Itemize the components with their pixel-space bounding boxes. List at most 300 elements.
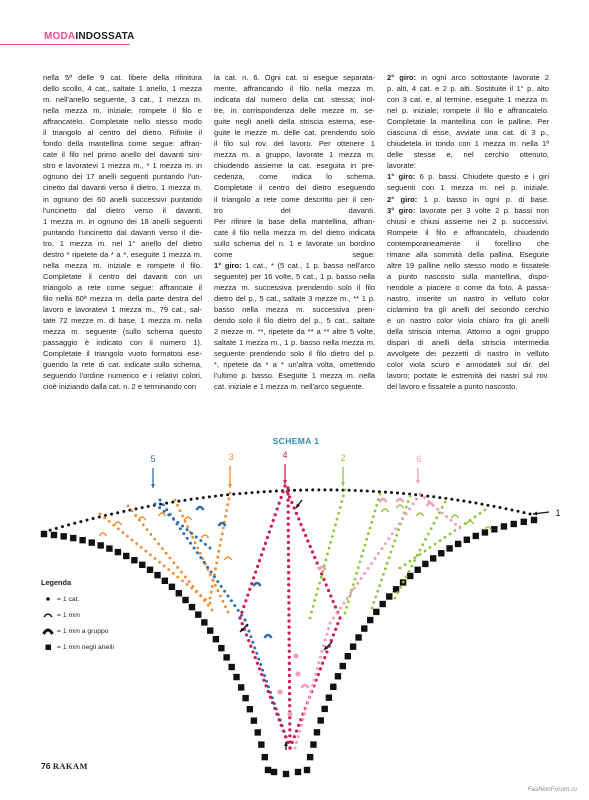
chain-dot: [293, 489, 296, 492]
chain-dot: [288, 698, 291, 701]
chain-dot: [516, 510, 519, 513]
chain-dot: [290, 501, 293, 504]
text-line: m. nell'anello seguente, 3 cat., 1 mezza m.: [43, 95, 202, 105]
chain-dot: [287, 523, 290, 526]
text-line: dendo solo il filo dietro del p., 5 cat., saltate: [214, 316, 375, 326]
chain-dot: [174, 499, 177, 502]
chain-dot: [287, 577, 290, 580]
chain-dot: [165, 508, 168, 511]
mezza-maglia-gruppo-mark: [265, 635, 272, 638]
ring-square: [322, 706, 328, 712]
chain-dot: [146, 528, 149, 531]
chain-dot: [287, 559, 290, 562]
chain-dot: [377, 552, 380, 555]
chain-dot: [429, 546, 432, 549]
chain-dot: [308, 695, 311, 698]
chain-dot: [279, 496, 282, 499]
ring-square: [318, 717, 324, 723]
chain-dot: [244, 599, 247, 602]
chain-dot: [256, 662, 259, 665]
chain-dot: [474, 515, 477, 518]
chain-dot: [319, 656, 322, 659]
ring-square: [207, 627, 213, 633]
ring-square: [521, 519, 527, 525]
chain-dot: [287, 607, 290, 610]
text-line: sullo schema del n. 1 e lavorate un bordino: [214, 238, 375, 248]
ring-square: [213, 636, 219, 642]
chain-dot: [369, 527, 372, 530]
chain-dot: [480, 503, 483, 506]
text-line: cioè iniziando dalla cat. n. 2 e terminando con: [43, 382, 197, 392]
chain-dot: [399, 586, 402, 589]
chain-dot: [179, 527, 182, 530]
chain-dot: [288, 495, 291, 498]
ring-square: [265, 767, 271, 773]
ring-square: [373, 609, 379, 615]
chain-dot: [199, 552, 202, 555]
text-line: *, ripetete da * a * un'altra volta, omettendo: [214, 360, 375, 370]
ring-square: [247, 706, 253, 712]
chain-dot: [350, 589, 353, 592]
chain-dot: [414, 493, 417, 496]
chain-dot: [306, 701, 309, 704]
chain-dot: [384, 542, 387, 545]
chain-dot: [92, 517, 95, 520]
legend-item: [41, 591, 114, 607]
header-rule: [0, 44, 130, 45]
chain-dot: [334, 605, 337, 608]
ring-square: [491, 526, 497, 532]
text-line: chiusi e chiusi assieme nei 2 p. successivi.: [387, 216, 549, 226]
chain-dot: [325, 633, 328, 636]
mezza-maglia-mark: [139, 517, 146, 520]
chain-dot: [287, 589, 290, 592]
chain-dot: [450, 519, 453, 522]
chain-dot: [391, 532, 394, 535]
chain-dot: [315, 561, 318, 564]
ring-square: [326, 694, 332, 700]
chain-dot: [238, 492, 241, 495]
schema-number: 1: [555, 508, 561, 518]
chain-dot: [256, 565, 259, 568]
chain-dot: [159, 499, 162, 502]
chain-dot: [332, 529, 335, 532]
chain-dot: [309, 690, 312, 693]
chain-dot: [459, 527, 462, 530]
chain-dot: [207, 604, 210, 607]
chain-dot: [384, 491, 387, 494]
chain-dot: [337, 512, 340, 515]
chain-dot: [421, 543, 424, 546]
chain-dot: [122, 510, 125, 513]
chain-dot: [327, 627, 330, 630]
chain-dot: [510, 508, 513, 511]
chain-dot: [248, 588, 251, 591]
chain-dot: [317, 661, 320, 664]
text-line: 2 mezze m. **, ripetete da ** a ** altre 5 volte,: [214, 327, 375, 337]
chain-dot: [232, 493, 235, 496]
chain-dot: [349, 592, 352, 595]
chain-dot: [323, 488, 326, 491]
schema-title: SCHEMA 1: [272, 436, 320, 446]
text-line: nella mezza m. iniziale; rompete il filo e: [43, 106, 202, 116]
chain-dot: [286, 492, 289, 495]
ring-square: [350, 643, 356, 649]
text-line: nel p. iniziale; rompete il filo e affrancatelo.: [387, 106, 549, 116]
chain-dot: [334, 628, 337, 631]
text-line: tro, 1 mezza m. nel 1° anello del dietro: [43, 238, 202, 248]
schema-number: 6: [416, 454, 422, 464]
ring-square: [228, 664, 234, 670]
chain-dot: [354, 489, 357, 492]
chain-dot: [372, 515, 375, 518]
text-line: rimane alla sommità della pallina. Eseguite: [387, 249, 549, 259]
chain-dot: [203, 561, 206, 564]
text-line: puntando l'uncinetto dal davanti verso il die-: [43, 227, 202, 237]
ring-square: [162, 578, 168, 584]
chain-dot: [352, 583, 355, 586]
chain-dot: [117, 527, 120, 530]
text-line: guendo la rete di cat. indicate sullo schema,: [43, 360, 202, 370]
chain-dot: [212, 579, 215, 582]
chain-dot: [210, 591, 213, 594]
chain-dot: [255, 652, 258, 655]
chain-dot: [407, 500, 410, 503]
chain-dot: [408, 507, 411, 510]
text-line: filo nella 60ª mezza m. della parte destra del: [43, 293, 202, 303]
ring-square: [414, 567, 420, 573]
chain-dot: [330, 639, 333, 642]
chain-dot: [430, 527, 433, 530]
chain-dot: [424, 550, 427, 553]
chain-dot: [251, 491, 254, 494]
chain-dot: [504, 507, 507, 510]
chain-dot: [395, 534, 398, 537]
chain-dot: [298, 729, 301, 732]
chain-dot: [288, 680, 291, 683]
chain-dot: [254, 656, 257, 659]
chain-dot: [213, 575, 216, 578]
text-line: l'ultimo p. basso. Eseguite 1 mezza m. nella: [214, 371, 375, 381]
chain-dot: [390, 491, 393, 494]
chain-dot: [309, 617, 312, 620]
text-line: seguente) per 16 volte, 5 cat., 1 p. basso nella: [214, 271, 375, 281]
chain-dot: [103, 516, 106, 519]
chain-dot: [150, 533, 153, 536]
text-line: dispari di anelli della striscia intermedia: [387, 338, 549, 348]
text-line: mente, affrancando il filo nella mezza m.: [214, 84, 375, 94]
mezza-maglia-mark: [159, 513, 166, 516]
chain-dot: [131, 539, 134, 542]
chain-dot: [227, 595, 230, 598]
chain-dot: [324, 639, 327, 642]
text-line: ciascuna di esse, avviate una cat. di 3 p.,: [387, 128, 549, 138]
text-line: chiudendo assieme la cat. eseguita in pre-: [214, 161, 375, 171]
text-line: avvolgete dei pezzetti di nastro in velluto: [387, 349, 549, 359]
chain-dot: [257, 491, 260, 494]
chain-dot: [223, 590, 226, 593]
ring-square: [455, 541, 461, 547]
chain-dot: [142, 524, 145, 527]
chain-dot: [225, 509, 228, 512]
text-line: seguenti con 1 mezza m. nel p. iniziale.: [387, 183, 549, 193]
schema-number: 4: [282, 450, 288, 460]
ring-square: [511, 521, 517, 527]
chain-dot: [171, 501, 174, 504]
text-line: tre, in corrispondenza delle mezze m. se-: [214, 106, 375, 116]
chain-dot: [254, 570, 257, 573]
chain-dot: [221, 532, 224, 535]
ring-square: [182, 597, 188, 603]
chain-dot: [325, 583, 328, 586]
text-line: 3° giro: lavorate per 3 volte 2 p. bassi non: [387, 205, 549, 215]
chain-dot: [162, 503, 165, 506]
page-footer: [41, 761, 88, 771]
chain-dot: [190, 532, 193, 535]
chain-dot: [322, 644, 325, 647]
chain-dot: [339, 607, 342, 610]
chain-dot: [211, 585, 214, 588]
chain-dot: [169, 557, 172, 560]
chain-dot: [288, 686, 291, 689]
text-line: il triangolo a rete come descritto per il cen-: [214, 194, 375, 204]
chain-dot: [313, 556, 316, 559]
mezza-maglia-gruppo-mark: [319, 567, 326, 570]
chain-dot: [220, 538, 223, 541]
chain-dot: [405, 506, 408, 509]
page-number: 76: [41, 761, 51, 771]
mezza-maglia-gruppo-mark: [219, 523, 226, 526]
chain-dot: [269, 696, 272, 699]
chain-dot: [449, 532, 452, 535]
chain-dot: [456, 499, 459, 502]
chain-dot: [360, 577, 363, 580]
chain-dot: [310, 611, 313, 614]
chain-dot: [215, 562, 218, 565]
chain-dot: [55, 527, 58, 530]
chain-dot: [167, 568, 170, 571]
chain-dot: [186, 537, 189, 540]
text-line: affrancatelo. Completate nello stesso modo: [43, 117, 202, 127]
text-line: la cat. n. 6. Ogni cat. si esegue separata-: [214, 73, 375, 82]
section-label-moda: MODA: [44, 31, 76, 42]
chain-dot: [435, 517, 438, 520]
chain-dot: [390, 551, 393, 554]
chain-dot: [288, 692, 291, 695]
chain-dot: [373, 601, 376, 604]
chain-dot: [268, 530, 271, 533]
chain-dot: [355, 572, 358, 575]
chain-dot: [388, 556, 391, 559]
chain-dot: [359, 561, 362, 564]
arrow-5-head: [151, 484, 155, 488]
legend-label: = 1 mm negli anelli: [57, 643, 114, 651]
chain-dot: [323, 656, 326, 659]
text-line: della striscia interna. Attorno a ogni gruppo: [387, 327, 549, 337]
arrow-2-head: [341, 482, 345, 486]
chain-dot: [172, 561, 175, 564]
text-line: cate il filo nel primo anello del davanti sini-: [43, 150, 202, 160]
chain-dot: [180, 571, 183, 574]
text-line: indicata dal numero della cat. stessa; inol-: [214, 95, 375, 105]
chain-dot: [313, 678, 316, 681]
chain-dot: [413, 559, 416, 562]
text-line: 2° giro: in ogni arco sottostante lavorate 2: [387, 73, 549, 82]
chain-dot: [275, 490, 278, 493]
chain-dot: [288, 638, 291, 641]
watermark: FashionForum.ru: [527, 786, 577, 793]
mezza-maglia-mark: [225, 557, 232, 560]
chain-dot: [366, 490, 369, 493]
chain-dot: [288, 740, 291, 743]
ring-square: [473, 533, 479, 539]
arrow-4-head: [283, 480, 287, 484]
chain-dot: [159, 503, 162, 506]
chain-dot: [293, 735, 296, 738]
schema-number: 3: [228, 452, 234, 462]
chain-dot: [287, 601, 290, 604]
chain-dot: [140, 546, 143, 549]
mezza-maglia-icon: [41, 611, 55, 619]
chain-dot: [196, 547, 199, 550]
chain-dot: [287, 511, 290, 514]
chain-dot: [165, 552, 168, 555]
chain-dot: [484, 509, 487, 512]
mezza-maglia-gruppo-mark: [197, 507, 204, 510]
legend-item: [41, 607, 114, 623]
mezza-maglia-mark: [452, 515, 459, 518]
chain-dot: [144, 550, 147, 553]
chain-dot: [211, 609, 214, 612]
chain-dot: [208, 495, 211, 498]
legend: [41, 578, 114, 655]
chain-dot: [177, 576, 180, 579]
chain-dot: [154, 503, 157, 506]
mezza-maglia-gruppo-icon: [41, 627, 55, 636]
dot-icon: [41, 596, 55, 602]
ring-square: [438, 550, 444, 556]
chain-dot: [260, 673, 263, 676]
chain-dot: [116, 511, 119, 514]
text-line: tro del davanti.: [214, 205, 375, 215]
chain-dot: [240, 611, 243, 614]
chain-dot: [287, 505, 290, 508]
chain-dot: [419, 553, 422, 556]
chain-dot: [426, 495, 429, 498]
chain-dot: [357, 566, 360, 569]
chain-dot: [286, 498, 289, 501]
chain-dot: [288, 734, 291, 737]
chain-dot: [224, 515, 227, 518]
chain-dot: [316, 667, 319, 670]
text-line: il triangolo al centro del dietro. Rifinite il: [43, 128, 202, 138]
chain-dot: [424, 538, 427, 541]
chain-dot: [303, 712, 306, 715]
chain-dot: [147, 505, 150, 508]
chain-dot: [203, 599, 206, 602]
text-line: come segue:: [214, 249, 375, 259]
text-line: nastro, inserite un nastro in velluto color: [387, 293, 549, 303]
chain-dot: [344, 489, 347, 492]
chain-dot: [217, 550, 220, 553]
mezza-maglia-mark: [397, 505, 404, 508]
section-header: [44, 31, 135, 42]
chain-dot: [251, 641, 254, 644]
chain-dot: [176, 566, 179, 569]
mezza-maglia-gruppo-mark: [427, 503, 434, 506]
chain-dot: [332, 633, 335, 636]
chain-dot: [194, 541, 197, 544]
chain-dot: [332, 600, 335, 603]
chain-dot: [283, 484, 286, 487]
chain-dot: [329, 594, 332, 597]
chain-dot: [380, 579, 383, 582]
chain-dot: [226, 503, 229, 506]
ring-square: [131, 557, 137, 563]
chain-dot: [249, 635, 252, 638]
chain-dot: [399, 567, 402, 570]
chain-dot: [149, 553, 152, 556]
chain-dot: [438, 511, 441, 514]
mezza-maglia-mark: [100, 533, 107, 536]
ring-square: [361, 625, 367, 631]
chain-dot: [244, 619, 247, 622]
chain-dot: [441, 511, 444, 514]
chain-dot: [281, 490, 284, 493]
ring-square: [330, 684, 336, 690]
text-line: dietro del p., 5 cat., saltate 3 mezze m., ** 1 p.: [214, 293, 375, 303]
arrow-6-head: [416, 480, 420, 484]
chain-dot: [314, 673, 317, 676]
text-line: l'uncinetto dal dietro verso il davanti,: [43, 205, 202, 215]
chain-dot: [224, 605, 227, 608]
chain-dot: [409, 495, 412, 498]
chain-dot: [287, 625, 290, 628]
chain-dot: [410, 565, 413, 568]
chain-dot: [372, 490, 375, 493]
chain-dot: [317, 673, 320, 676]
chain-dot: [79, 520, 82, 523]
chain-dot: [86, 519, 89, 522]
chain-dot: [331, 535, 334, 538]
text-line: Rompete il filo e affrancatelo, chiudendo: [387, 227, 549, 237]
chain-dot: [522, 511, 525, 514]
chain-dot: [393, 539, 396, 542]
chain-dot: [288, 674, 291, 677]
chain-dot: [282, 729, 285, 732]
chain-dot: [181, 579, 184, 582]
chain-dot: [434, 543, 437, 546]
chain-dot: [154, 557, 157, 560]
chain-dot: [419, 493, 422, 496]
chain-dot: [370, 562, 373, 565]
chain-dot: [266, 536, 269, 539]
chain-dot: [287, 535, 290, 538]
text-line: Completate il centro del dietro eseguendo: [214, 183, 375, 193]
chain-dot: [479, 512, 482, 515]
chain-dot: [354, 578, 357, 581]
chain-dot: [274, 513, 277, 516]
text-line: delle stesse e, nel cerchio ottenuto,: [387, 150, 549, 160]
chain-dot: [315, 593, 318, 596]
text-line: e un nastro color viola chiaro fra gli anelli: [387, 316, 549, 326]
chain-dot: [276, 507, 279, 510]
ring-square: [195, 611, 201, 617]
chain-dot: [436, 508, 439, 511]
chain-dot: [134, 514, 137, 517]
chain-dot: [287, 595, 290, 598]
chain-dot: [287, 553, 290, 556]
